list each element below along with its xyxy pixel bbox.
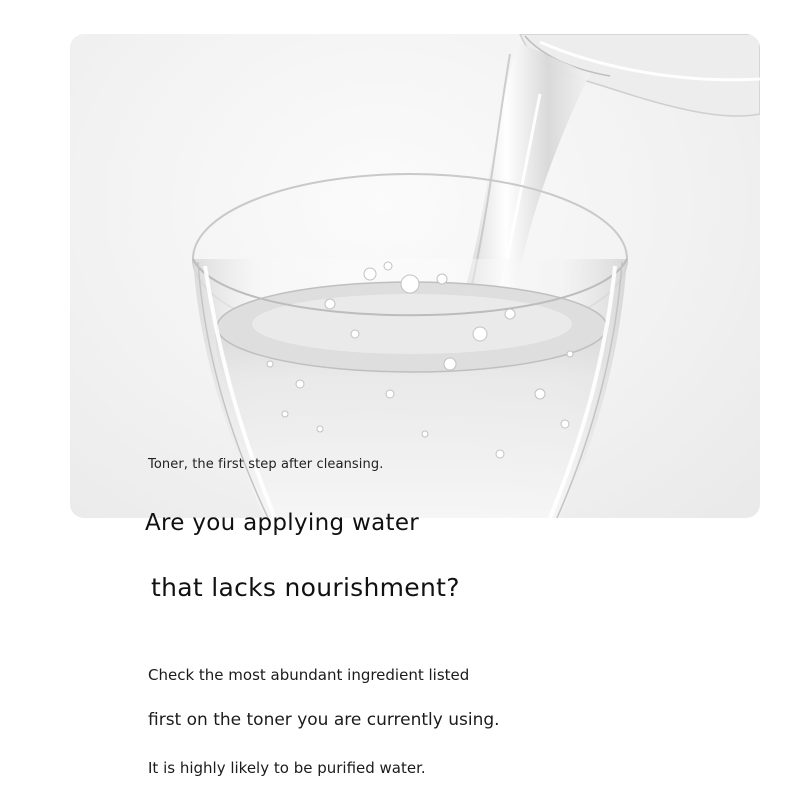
body-line-3: It is highly likely to be purified water.	[148, 759, 426, 777]
water-glass-illustration	[70, 34, 760, 518]
hero-image	[70, 34, 760, 518]
hero-caption: Toner, the first step after cleansing.	[148, 457, 384, 472]
headline-line-1: Are you applying water	[145, 510, 420, 536]
headline-line-2: that lacks nourishment?	[151, 573, 460, 602]
body-line-2: first on the toner you are currently using.	[148, 710, 500, 730]
body-line-1: Check the most abundant ingredient listed	[148, 666, 470, 684]
